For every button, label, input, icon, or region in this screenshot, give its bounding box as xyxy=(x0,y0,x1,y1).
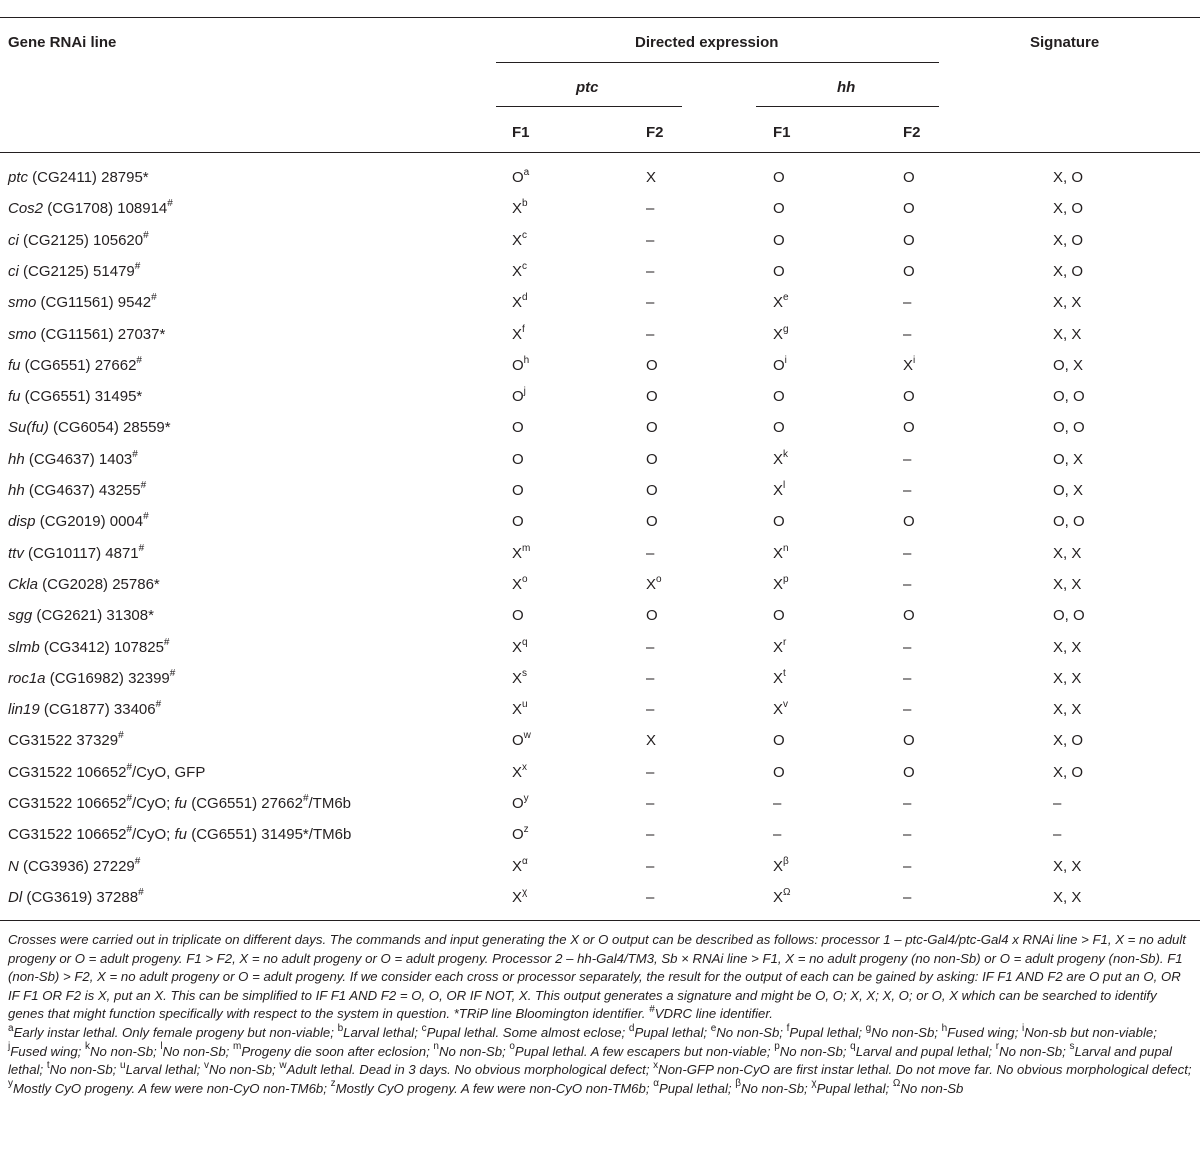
signature-cell: X, X xyxy=(1053,858,1082,875)
hh-f1-cell: $X^r$ xyxy=(773,637,787,656)
hh-f1-cell: O xyxy=(773,419,785,436)
gene-symbol: fu xyxy=(8,388,21,405)
gene-symbol: ci xyxy=(8,232,19,249)
ptc-header: ptc xyxy=(576,79,599,96)
footnote-marker: x xyxy=(653,1059,659,1071)
hh-f2-cell: – xyxy=(903,701,912,718)
hh-f1-cell: O xyxy=(773,732,785,749)
hh-f2-cell: – xyxy=(903,294,912,311)
hh-f2-cell: O xyxy=(903,200,915,217)
signature-cell: X, O xyxy=(1053,764,1084,781)
ptc-f2-cell: – xyxy=(646,670,655,687)
gene-cell: fu (CG6551) 27662# xyxy=(8,355,142,374)
table-notes xyxy=(8,931,1194,1098)
footnote-marker: j xyxy=(8,1041,11,1053)
ptc-f1-cell: $O^w$ xyxy=(512,730,531,749)
footnote-text: Pupal lethal; xyxy=(634,1024,711,1040)
footnote-text: Non-GFP non-CyO are first instar lethal. Do not move far. No obvious morphological defect; xyxy=(658,1062,1192,1078)
ptc-f2-cell: – xyxy=(646,263,655,280)
hh-f2-cell: – xyxy=(903,545,912,562)
footnote-text: No non-Sb; xyxy=(49,1062,121,1078)
signature-cell: X, X xyxy=(1053,639,1082,656)
hh-f2-cell: – xyxy=(903,795,912,812)
ptc-f2-cell: – xyxy=(646,889,655,906)
gene-symbol: fu xyxy=(8,357,21,374)
ptc-f2-cell: – xyxy=(646,764,655,781)
hh-f1-cell: O xyxy=(773,200,785,217)
hh-f2-header: F2 xyxy=(903,124,921,141)
ptc-f2-cell: – xyxy=(646,795,655,812)
ptc-f2-cell: – xyxy=(646,858,655,875)
signature-cell: O, O xyxy=(1053,607,1085,624)
gene-cell: smo (CG11561) 9542# xyxy=(8,292,157,311)
footnote-marker: e xyxy=(710,1022,717,1034)
footnote-text: Pupal lethal; xyxy=(816,1080,893,1096)
footnote-text: Pupal lethal. A few escapers but non-viable; xyxy=(514,1043,775,1059)
signature-cell: X, X xyxy=(1053,545,1082,562)
signature-cell: O, X xyxy=(1053,357,1084,374)
gene-symbol: disp xyxy=(8,513,36,530)
footnote-marker: a xyxy=(8,1022,14,1034)
gene-symbol: Su(fu) xyxy=(8,419,49,436)
gene-cell: Ckla (CG2028) 25786* xyxy=(8,576,160,593)
hh-f1-cell: $X^\Omega$ xyxy=(773,887,791,906)
ptc-f1-cell: O xyxy=(512,451,524,468)
gene-symbol: hh xyxy=(8,482,25,499)
gene-cell: hh (CG4637) 43255# xyxy=(8,480,147,499)
hh-f1-cell: $X^v$ xyxy=(773,699,789,718)
footnote-marker: y xyxy=(8,1078,13,1090)
ptc-f1-cell: $X^d$ xyxy=(512,292,528,311)
ptc-f1-cell: $X^b$ xyxy=(512,198,528,217)
ptc-f2-header: F2 xyxy=(646,124,664,141)
footnote-text: Pupal lethal; xyxy=(658,1080,736,1096)
ptc-f2-cell: – xyxy=(646,326,655,343)
signature-cell: X, O xyxy=(1053,263,1084,280)
hh-f1-header: F1 xyxy=(773,124,791,141)
ptc-f2-cell: O xyxy=(646,482,658,499)
footnote-marker: i xyxy=(1021,1022,1025,1034)
footnote-marker: h xyxy=(941,1022,948,1034)
hh-f2-cell: O xyxy=(903,232,915,249)
gene-cell: roc1a (CG16982) 32399# xyxy=(8,668,176,687)
top-rule xyxy=(0,17,1200,18)
gene-column-header: Gene RNAi line xyxy=(8,34,117,51)
footnote-marker: t xyxy=(46,1059,50,1071)
ptc-f1-cell: $X^c$ xyxy=(512,230,528,249)
footnote-text: No non-Sb; xyxy=(871,1024,942,1040)
hh-f1-cell: $X^n$ xyxy=(773,543,789,562)
gene-cell: slmb (CG3412) 107825# xyxy=(8,637,170,656)
hh-f1-cell: – xyxy=(773,795,782,812)
gene-cell: sgg (CG2621) 31308* xyxy=(8,607,154,624)
hh-f1-cell: O xyxy=(773,764,785,781)
footnote-text: No non-Sb xyxy=(900,1080,964,1096)
gene-symbol: ptc xyxy=(8,169,29,186)
footnote-text: Pupal lethal. Some almost eclose; xyxy=(426,1024,629,1040)
footnote-marker: w xyxy=(279,1059,287,1071)
gene-cell: Cos2 (CG1708) 108914# xyxy=(8,198,173,217)
hh-f2-cell: $X^i$ xyxy=(903,355,916,374)
hh-f2-cell: – xyxy=(903,576,912,593)
ptc-f1-cell: $X^q$ xyxy=(512,637,528,656)
hh-f2-cell: O xyxy=(903,263,915,280)
signature-cell: X, O xyxy=(1053,732,1084,749)
footnote-text: Early instar lethal. Only female progeny but non-viable; xyxy=(13,1024,338,1040)
hh-f2-cell: O xyxy=(903,388,915,405)
ptc-f1-cell: $O^h$ xyxy=(512,355,530,374)
footnote-marker: p xyxy=(774,1041,780,1053)
ptc-rule xyxy=(496,106,682,107)
ptc-f2-cell: O xyxy=(646,451,658,468)
footnote-marker: β xyxy=(735,1078,741,1090)
hh-header: hh xyxy=(837,79,856,96)
footnote-marker: r xyxy=(995,1041,1000,1053)
signature-cell: O, O xyxy=(1053,419,1085,436)
footnote-text: No non-Sb; xyxy=(162,1043,233,1059)
ptc-f2-cell: O xyxy=(646,419,658,436)
hh-f2-cell: – xyxy=(903,451,912,468)
hh-f2-cell: – xyxy=(903,858,912,875)
hh-f1-cell: $X^g$ xyxy=(773,324,789,343)
ptc-f2-cell: – xyxy=(646,701,655,718)
gene-symbol: ci xyxy=(8,263,19,280)
footnote-marker: b xyxy=(337,1022,344,1034)
gene-cell: lin19 (CG1877) 33406# xyxy=(8,699,162,718)
ptc-f2-cell: O xyxy=(646,607,658,624)
ptc-f1-cell: $X^u$ xyxy=(512,699,528,718)
footnote-marker: v xyxy=(204,1059,210,1071)
footnote-text: Larval and pupal lethal; xyxy=(8,1043,1172,1078)
hh-f1-cell: $X^p$ xyxy=(773,574,789,593)
hh-f1-cell: $X^t$ xyxy=(773,668,786,687)
footnote-text: Larval lethal; xyxy=(343,1024,422,1040)
gene-cell: Su(fu) (CG6054) 28559* xyxy=(8,419,171,436)
hh-f2-cell: O xyxy=(903,732,915,749)
hh-f2-cell: – xyxy=(903,639,912,656)
hh-f1-cell: O xyxy=(773,513,785,530)
gene-cell: CG31522 106652#/CyO, GFP xyxy=(8,762,206,781)
footnote-text: Larval and pupal lethal; xyxy=(855,1043,996,1059)
gene-symbol: sgg xyxy=(8,607,33,624)
footnote-marker: g xyxy=(865,1022,872,1034)
gene-symbol: Dl xyxy=(8,889,23,906)
gene-symbol: smo xyxy=(8,326,37,343)
gene-symbol: Ckla xyxy=(8,576,39,593)
footnote-marker: c xyxy=(421,1022,427,1034)
signature-cell: X, O xyxy=(1053,200,1084,217)
ptc-f2-cell: – xyxy=(646,639,655,656)
hh-f1-cell: $X^l$ xyxy=(773,480,786,499)
footnote-marker: u xyxy=(120,1059,126,1071)
footnote-marker: m xyxy=(233,1041,242,1053)
ptc-f1-cell: $X^m$ xyxy=(512,543,531,562)
gene-symbol: smo xyxy=(8,294,37,311)
signature-cell: O, X xyxy=(1053,451,1084,468)
footnote-text: No non-Sb; xyxy=(999,1043,1070,1059)
hh-f1-cell: – xyxy=(773,826,782,843)
ptc-f1-cell: O xyxy=(512,513,524,530)
gene-symbol: slmb xyxy=(8,639,40,656)
gene-symbol: roc1a xyxy=(8,670,46,687)
ptc-f2-cell: $X^o$ xyxy=(646,574,662,593)
signature-cell: X, X xyxy=(1053,294,1082,311)
ptc-f1-cell: O xyxy=(512,482,524,499)
ptc-f2-cell: – xyxy=(646,200,655,217)
footnote-marker: χ xyxy=(811,1078,817,1090)
hh-f2-cell: – xyxy=(903,826,912,843)
gene-symbol: fu xyxy=(174,826,188,843)
ptc-f2-cell: X xyxy=(646,169,657,186)
hh-f2-cell: O xyxy=(903,513,915,530)
ptc-f2-cell: – xyxy=(646,545,655,562)
ptc-f1-cell: $O^a$ xyxy=(512,167,530,186)
ptc-f1-cell: $X^o$ xyxy=(512,574,528,593)
ptc-f1-cell: $X^\alpha$ xyxy=(512,856,528,875)
signature-cell: X, X xyxy=(1053,670,1082,687)
footnote-text: Larval lethal; xyxy=(125,1062,205,1078)
footnote-text: Mostly CyO progeny. A few were non-CyO non-TM6b; xyxy=(13,1080,331,1096)
gene-cell: CG31522 106652#/CyO; fu (CG6551) 31495*/TM6b xyxy=(8,824,352,843)
signature-cell: X, O xyxy=(1053,169,1084,186)
ptc-f2-cell: O xyxy=(646,388,658,405)
gene-cell: disp (CG2019) 0004# xyxy=(8,511,149,530)
gene-symbol: ttv xyxy=(8,545,24,562)
hh-f1-cell: O xyxy=(773,232,785,249)
footnote-text: No non-Sb; xyxy=(209,1062,280,1078)
hh-f1-cell: O xyxy=(773,607,785,624)
footnote-marker: k xyxy=(85,1041,91,1053)
footnote-text: No non-Sb; xyxy=(90,1043,161,1059)
ptc-f1-cell: $X^x$ xyxy=(512,762,528,781)
table-bottom-rule xyxy=(0,920,1200,921)
gene-cell: ptc (CG2411) 28795* xyxy=(8,169,149,186)
ptc-f1-cell: $O^j$ xyxy=(512,386,526,405)
directed-expression-header: Directed expression xyxy=(635,34,779,51)
ptc-f1-cell: $O^z$ xyxy=(512,824,529,843)
gene-cell: ttv (CG10117) 4871# xyxy=(8,543,145,562)
ptc-f2-cell: X xyxy=(646,732,657,749)
hh-f2-cell: O xyxy=(903,169,915,186)
gene-symbol: hh xyxy=(8,451,25,468)
gene-cell: CG31522 37329# xyxy=(8,730,124,749)
ptc-f2-cell: O xyxy=(646,357,658,374)
gene-cell: fu (CG6551) 31495* xyxy=(8,388,143,405)
footnote-text: Progeny die soon after eclosion; xyxy=(241,1043,434,1059)
signature-cell: – xyxy=(1053,795,1062,812)
directed-expression-rule xyxy=(496,62,939,63)
signature-cell: X, O xyxy=(1053,232,1084,249)
gene-cell: smo (CG11561) 27037* xyxy=(8,326,166,343)
footnote-marker: q xyxy=(850,1041,856,1053)
ptc-f1-cell: $X^\chi$ xyxy=(512,887,528,906)
ptc-f1-cell: $O^y$ xyxy=(512,793,529,812)
footnote-text: No non-Sb; xyxy=(438,1043,510,1059)
ptc-f1-cell: O xyxy=(512,419,524,436)
footnote-marker: Ω xyxy=(892,1078,901,1090)
gene-cell: hh (CG4637) 1403# xyxy=(8,449,138,468)
hh-f1-cell: $X^k$ xyxy=(773,449,789,468)
footnote-marker: f xyxy=(786,1022,790,1034)
gene-cell: Dl (CG3619) 37288# xyxy=(8,887,144,906)
ptc-f1-cell: $X^c$ xyxy=(512,261,528,280)
footnote-text: No non-Sb; xyxy=(779,1043,851,1059)
footnotes xyxy=(8,1024,1194,1098)
ptc-f2-cell: – xyxy=(646,232,655,249)
footnote-marker: l xyxy=(160,1041,163,1053)
footnote-text: No non-Sb; xyxy=(740,1080,812,1096)
hh-f2-cell: – xyxy=(903,670,912,687)
hh-f2-cell: – xyxy=(903,326,912,343)
hh-f2-cell: O xyxy=(903,607,915,624)
ptc-f1-cell: $X^f$ xyxy=(512,324,525,343)
hh-f2-cell: O xyxy=(903,419,915,436)
hh-rule xyxy=(756,106,939,107)
footnote-marker: z xyxy=(330,1078,336,1090)
ptc-f1-cell: O xyxy=(512,607,524,624)
ptc-f1-cell: $X^s$ xyxy=(512,668,528,687)
gene-cell: ci (CG2125) 51479# xyxy=(8,261,141,280)
signature-cell: X, X xyxy=(1053,701,1082,718)
signature-cell: O, O xyxy=(1053,388,1085,405)
hh-f1-cell: $O^i$ xyxy=(773,355,787,374)
hh-f2-cell: – xyxy=(903,482,912,499)
hh-f1-cell: Xe xyxy=(773,292,789,311)
header-bottom-rule xyxy=(0,152,1200,153)
signature-cell: O, O xyxy=(1053,513,1085,530)
footnote-text: Non-sb but non-viable; xyxy=(1024,1024,1157,1040)
footnote-marker: α xyxy=(653,1078,659,1090)
hh-f1-cell: O xyxy=(773,263,785,280)
footnote-marker: n xyxy=(433,1041,439,1053)
gene-symbol: N xyxy=(8,858,19,875)
ptc-f1-header: F1 xyxy=(512,124,530,141)
hh-f2-cell: O xyxy=(903,764,915,781)
ptc-f2-cell: – xyxy=(646,294,655,311)
footnote-text: Mostly CyO progeny. A few were non-CyO non-TM6b; xyxy=(335,1080,654,1096)
footnote-marker: s xyxy=(1069,1041,1075,1053)
hh-f1-cell: O xyxy=(773,169,785,186)
table-caption: Crosses were carried out in triplicate on different days. The commands and input generating the X or O output can be described as follows: processor 1 – ptc-Gal4/ptc-Gal4 x RNAi line > F1, X = no adult progeny or O = adult progeny. F1 > F2, X = no adult progeny or O = adult progeny. Processor 2 – hh-Gal4/TM3, Sb × RNAi line > F1, X = no adult progeny (no non-Sb) or O = adult progeny (non-Sb). F1 (non-Sb) > F2, X = no adult progeny or O = adult progeny. If we consider each cross or processor separately, the result for the output of each can be gained by asking: IF F1 AND F2 are O put an O, OR IF F1 OR F2 is X, put an X. This can be simplified to IF F1 AND F2 = O, O, OR IF NOT, X. This output generates a signature and might be O, O; X, X; X, O; or O, X which can be searched to identify genes that might function specifically with respect to the system in question. *TRiP line Bloomington identifier. #VDRC line identifier. xyxy=(8,932,1186,1022)
footnote-text: Fused wing; xyxy=(10,1043,86,1059)
footnote-text: Fused wing; xyxy=(947,1024,1022,1040)
hh-f1-cell: O xyxy=(773,388,785,405)
footnote-marker: o xyxy=(509,1041,515,1053)
footnote-text: Pupal lethal; xyxy=(789,1024,866,1040)
footnote-text: No non-Sb; xyxy=(716,1024,787,1040)
ptc-f2-cell: O xyxy=(646,513,658,530)
signature-cell: X, X xyxy=(1053,889,1082,906)
signature-header: Signature xyxy=(1030,34,1100,51)
gene-symbol: fu xyxy=(174,795,188,812)
signature-cell: X, X xyxy=(1053,576,1082,593)
footnote-text: Adult lethal. Dead in 3 days. No obvious morphological defect; xyxy=(286,1062,654,1078)
ptc-f2-cell: – xyxy=(646,826,655,843)
hh-f1-cell: $X^\beta$ xyxy=(773,856,789,875)
signature-cell: O, X xyxy=(1053,482,1084,499)
signature-cell: – xyxy=(1053,826,1062,843)
footnote-marker: d xyxy=(628,1022,635,1034)
gene-symbol: Cos2 xyxy=(8,200,44,217)
gene-symbol: lin19 xyxy=(8,701,40,718)
gene-cell: N (CG3936) 27229# xyxy=(8,856,141,875)
signature-cell: X, X xyxy=(1053,326,1082,343)
gene-cell: CG31522 106652#/CyO; fu (CG6551) 27662#/TM6b xyxy=(8,793,352,812)
gene-cell: ci (CG2125) 105620# xyxy=(8,230,149,249)
hh-f2-cell: – xyxy=(903,889,912,906)
